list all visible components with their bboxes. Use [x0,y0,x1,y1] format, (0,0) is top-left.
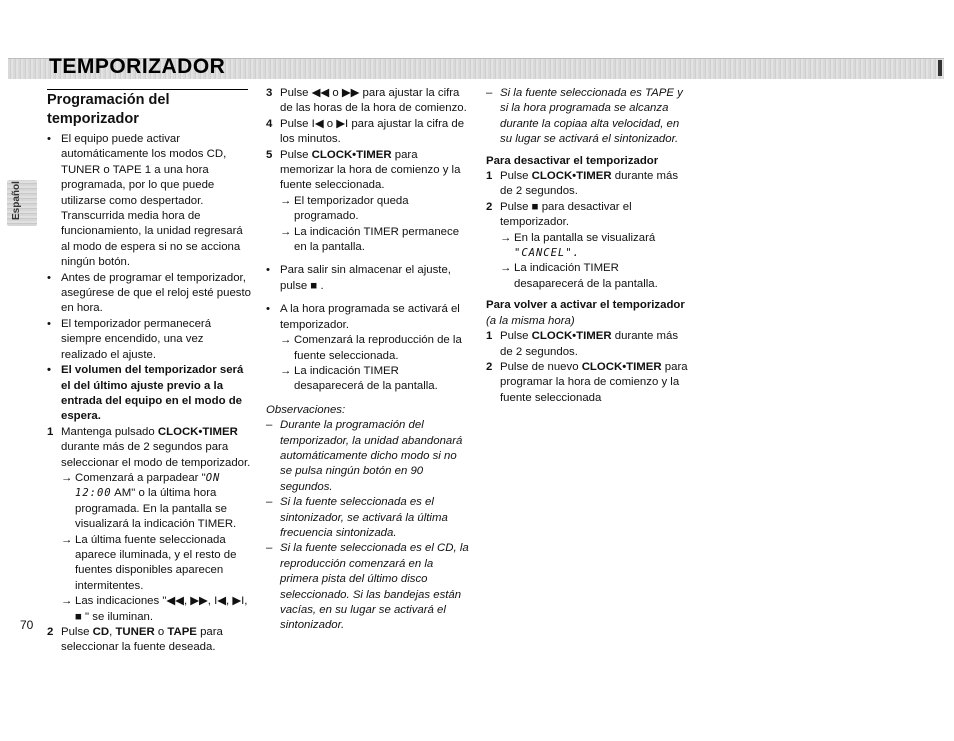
step-text: para memorizar la hora de comienzo y la fuente seleccionada. [280,148,461,192]
result-line [61,471,252,533]
result-line: → Comenzará la reproducción de la fuente seleccionada. [280,333,471,364]
language-tab-label: Español [11,181,22,220]
result-line: → El temporizador queda programado. [280,194,471,225]
step-3 [266,86,471,117]
observation-item: – Si la fuente seleccionada es el CD, la reproducción comenzará en la primera pista del último disco seleccionado. Si las bandejas están vacías, en su lugar se activará el sintonizador. [266,541,471,633]
step-text: durante más de 2 segundos para seleccionar el modo de temporizador. [61,441,251,469]
display-cancel: "CANCEL". [514,247,580,260]
step-text: Pulse ■ para desactivar el temporizador. [500,200,632,229]
step-text: Pulse [500,330,532,343]
result-line: → Las indicaciones "◀◀, ▶▶, I◀, ▶I, ■ " se iluminan. [61,594,252,625]
step-text: para programar la hora de comienzo y la fuente seleccionada [500,360,688,404]
result-line: → La indicación TIMER desaparecerá de la pantalla. [280,364,471,395]
bullet-text: A la hora programada se activará el temporizador. [280,303,460,331]
step-2 [47,625,252,656]
activate-bullets [266,302,471,394]
step-text: Pulse [61,626,93,638]
step-number: 1 [486,170,493,183]
key-label: CLOCK•TIMER [157,425,238,438]
result-line [500,231,691,262]
bullet-item: • Antes de programar el temporizador, asegúrese de que el reloj esté puesto en hora. [47,271,252,317]
step-text: Mantenga pulsado [61,425,158,438]
exit-bullets [266,263,471,294]
step-text: Pulse I◀ o ▶I para ajustar la cifra de los minutos. [280,117,465,146]
language-tab [7,180,37,226]
step-number: 2 [486,200,493,213]
reactivate-step-2 [486,360,691,406]
reactivate-steps [486,329,691,406]
key-label: CLOCK•TIMER [531,330,612,343]
step-text: para seleccionar la fuente deseada. [61,626,223,654]
reactivate-heading: Para volver a activar el temporizador [486,299,685,312]
display-time: 12:00 [75,487,112,500]
observation-item: – Durante la programación del temporizador, la unidad abandonará automáticamente dicho modo si no se pulsa ningún botón en 90 segundos. [266,418,471,495]
column-1 [47,91,252,656]
deactivate-step-2 [486,200,691,292]
observation-item: – Si la fuente seleccionada es TAPE y si la hora programada se alcanza durante la copiaa alta velocidad, en su lugar se activará el sintonizador. [486,86,691,148]
key-label: CLOCK•TIMER [531,170,612,183]
step-text: , [109,626,116,638]
am-label: AM [111,487,132,500]
bullet-item [266,302,471,394]
column-2 [266,86,471,634]
step-text: durante más de 2 segundos. [500,330,679,358]
page-number: 70 [20,618,34,632]
step-number: 4 [266,117,273,130]
display-on: ON [205,471,221,484]
steps-list [47,425,252,656]
step-text: Pulse ◀◀ o ▶▶ para ajustar la cifra de las horas de la hora de comienzo. [280,87,467,115]
observations-title: Observaciones: [266,403,346,416]
deactivate-heading: Para desactivar el temporizador [486,154,659,167]
intro-bullets [47,132,252,425]
observation-item: – Si la fuente seleccionada es el sintonizador, se activará la última frecuencia sintonizada. [266,495,471,541]
banner-end-mark [938,60,942,76]
result-text: En la pantalla se visualizará [514,231,656,244]
step-1 [47,425,252,625]
result-text: Comenzará a parpadear " [75,471,206,484]
step-number: 1 [47,425,54,438]
steps-list [266,86,471,255]
result-line: → La indicación TIMER permanece en la pantalla. [280,225,471,256]
key-label: TUNER [115,626,155,638]
step-number: 5 [266,148,273,161]
reactivate-subtitle: (a la misma hora) [486,314,575,327]
step-text: Pulse [280,148,312,161]
step-number: 2 [47,626,54,638]
section-title: TEMPORIZADOR [49,55,226,78]
bullet-item: • Para salir sin almacenar el ajuste, pulse ■ . [266,263,471,294]
bullet-item: • El equipo puede activar automáticamente los modos CD, TUNER o TAPE 1 a una hora programada, por lo que puede utilizarse como despertador. Transcurrida media hora de funcionamiento, la unidad regresará al modo de espera si no se acciona ningún botón. [47,132,252,271]
result-text: " o la última hora programada. En la pantalla se visualizará la indicación TIMER. [75,487,237,531]
step-number: 2 [486,360,493,373]
heading-rule [47,89,248,90]
column-3 [486,86,691,406]
deactivate-step-1 [486,169,691,200]
step-4 [266,117,471,148]
section-heading: Programación del temporizador [47,92,170,127]
step-text: Pulse [500,170,532,183]
step-number: 1 [486,330,493,343]
result-line: → La indicación TIMER desaparecerá de la pantalla. [500,261,691,292]
step-text: Pulse de nuevo [500,360,582,373]
step-text: o [154,626,168,638]
key-label: CD [92,626,110,638]
key-label: TAPE [167,626,197,638]
result-line: → La última fuente seleccionada aparece iluminada, y el resto de fuentes disponibles aparecen intermitentes. [61,533,252,595]
key-label: CLOCK•TIMER [581,360,662,373]
bullet-item-bold: • El volumen del temporizador será el del último ajuste previo a la entrada del equipo en el modo de espera. [47,363,252,425]
step-text: durante más de 2 segundos. [500,170,679,198]
key-label: CLOCK•TIMER [311,148,392,161]
deactivate-steps [486,169,691,292]
bullet-item: • El temporizador permanecerá siempre encendido, una vez realizado el ajuste. [47,317,252,363]
step-5 [266,148,471,256]
step-number: 3 [266,87,273,99]
reactivate-step-1 [486,329,691,360]
